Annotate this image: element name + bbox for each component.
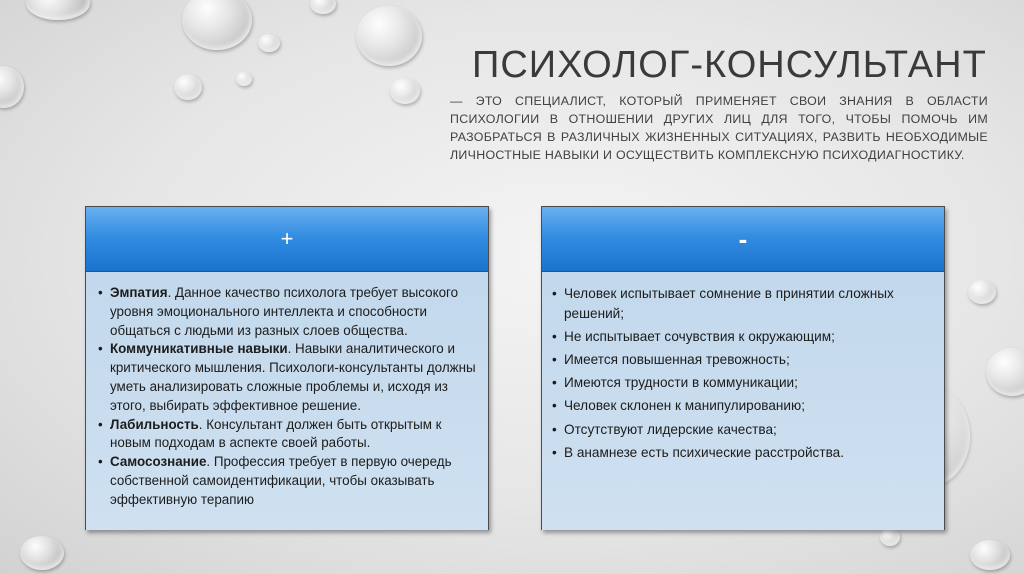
list-item: • Не испытывает сочувствия к окружающим; xyxy=(552,327,934,347)
list-item: • Имеется повышенная тревожность; xyxy=(552,350,934,370)
cons-list xyxy=(552,284,934,462)
cons-header: - xyxy=(542,207,944,272)
page-subtitle: — ЭТО СПЕЦИАЛИСТ, КОТОРЫЙ ПРИМЕНЯЕТ СВОИ ЗНАНИЯ В ОБЛАСТИ ПСИХОЛОГИИ В ОТНОШЕНИИ ДРУГИХ ЛИЦ ДЛЯ ТОГО, ЧТОБЫ ПОМОЧЬ ИМ РАЗОБРАТЬСЯ В РАЗЛИЧНЫХ ЖИЗНЕННЫХ СИТУАЦИЯХ, РАЗВИТЬ НЕОБХОДИМЫЕ ЛИЧНОСТНЫЕ НАВЫКИ И ОСУЩЕСТВИТЬ КОМПЛЕКСНУЮ ПСИХОДИАГНОСТИКУ. xyxy=(450,94,988,162)
water-drop-decoration xyxy=(880,528,900,546)
list-item: • Человек испытывает сомнение в принятии сложных решений; xyxy=(552,284,934,323)
item-term: Эмпатия xyxy=(110,285,168,300)
list-item: • Имеются трудности в коммуникации; xyxy=(552,373,934,393)
cons-body xyxy=(542,272,944,530)
water-drop-decoration xyxy=(236,72,252,86)
list-item: • Отсутствуют лидерские качества; xyxy=(552,420,934,440)
pros-body xyxy=(86,272,488,530)
item-term: Самосознание xyxy=(110,454,207,470)
item-term: Лабильность xyxy=(110,416,199,432)
water-drop-decoration xyxy=(258,34,280,52)
list-item xyxy=(98,453,478,509)
pros-header: + xyxy=(86,207,488,272)
item-text: . Навыки аналитического и критического мышления. Психологи-консультанты должны уметь анализировать сложные проблемы и, исходя из этого, выбирать эффективное решение. xyxy=(110,341,476,413)
page-title: ПСИХОЛОГ-КОНСУЛЬТАНТ xyxy=(472,44,987,86)
list-item xyxy=(98,340,478,415)
water-drop-decoration xyxy=(26,0,90,20)
list-item xyxy=(98,416,478,454)
item-text: . Профессия требует в первую очередь собственной самоидентификации, чтобы оказывать эффективную терапию xyxy=(110,454,452,507)
pros-list xyxy=(98,284,478,510)
item-text: . Данное качество психолога требует высокого уровня эмоционального интеллекта и способности общаться с людьми из разных слоев общества. xyxy=(110,285,459,338)
water-drop-decoration xyxy=(356,6,422,66)
water-drop-decoration xyxy=(0,66,24,108)
water-drop-decoration xyxy=(310,0,336,14)
list-item: • Человек склонен к манипулированию; xyxy=(552,396,934,416)
item-text: . Консультант должен быть открытым к новым подходам в аспекте своей работы. xyxy=(110,416,442,451)
water-drop-decoration xyxy=(182,0,252,50)
cons-card xyxy=(541,206,945,530)
item-term: Коммуникативные навыки xyxy=(110,341,288,357)
water-drop-decoration xyxy=(174,74,202,100)
water-drop-decoration xyxy=(390,78,420,104)
water-drop-decoration xyxy=(968,280,996,304)
water-drop-decoration xyxy=(970,540,1010,570)
list-item xyxy=(98,284,478,340)
water-drop-decoration xyxy=(986,348,1024,396)
list-item: • В анамнезе есть психические расстройства. xyxy=(552,443,934,463)
pros-card xyxy=(85,206,489,530)
water-drop-decoration xyxy=(20,536,64,570)
